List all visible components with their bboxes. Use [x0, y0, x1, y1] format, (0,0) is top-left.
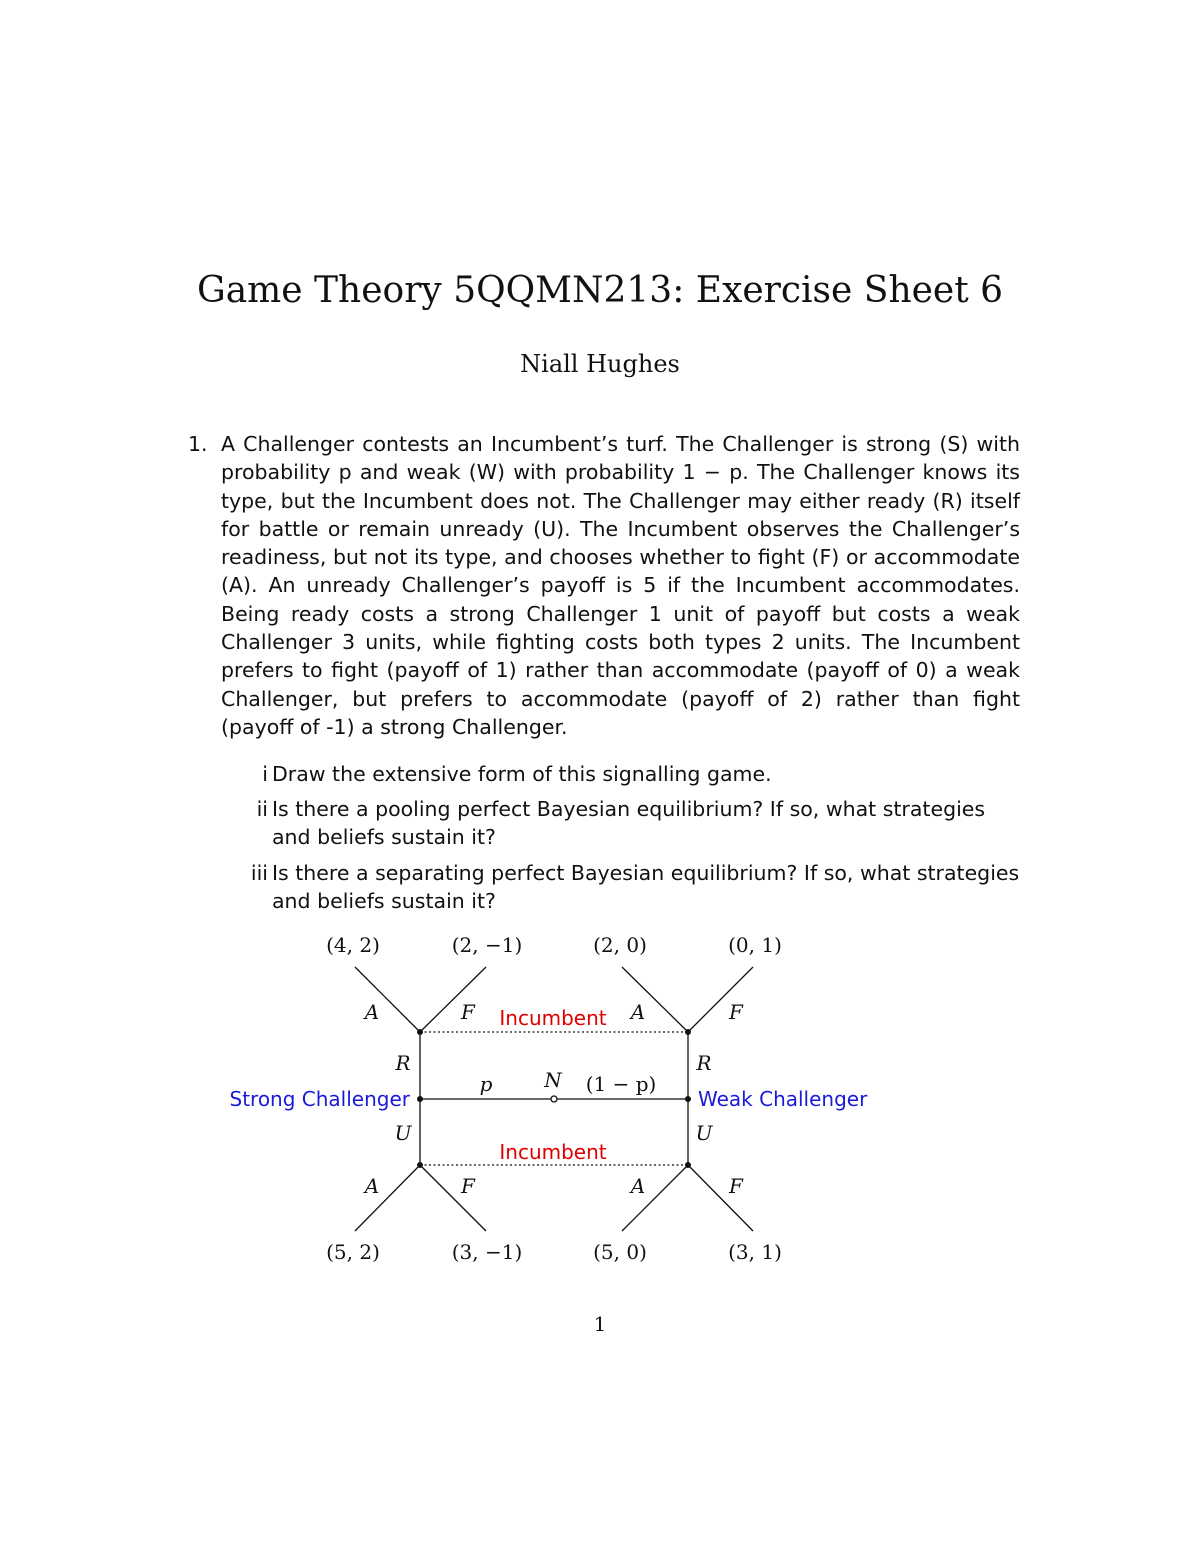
action-label-U: U — [695, 1121, 713, 1145]
page-number: 1 — [593, 1312, 607, 1336]
strong-challenger-label: Strong Challenger — [229, 1087, 410, 1111]
node-incumbent-bottom-right — [685, 1162, 691, 1168]
subquestion-label: ii — [256, 797, 268, 821]
action-label-A: A — [364, 1000, 380, 1024]
edge-bottom-left-F — [420, 1165, 486, 1231]
action-label-U: U — [394, 1121, 412, 1145]
action-label-R: R — [395, 1051, 411, 1075]
payoff-bottom-4: (3, 1) — [728, 1240, 782, 1264]
incumbent-label-top: Incumbent — [499, 1006, 607, 1030]
edge-top-right-F — [688, 967, 753, 1032]
prob-weak: (1 − p) — [585, 1072, 657, 1096]
author: Niall Hughes — [520, 350, 680, 378]
payoff-bottom-2: (3, −1) — [451, 1240, 523, 1264]
payoff-bottom-3: (5, 0) — [593, 1240, 647, 1264]
prob-strong: p — [479, 1072, 493, 1096]
node-incumbent-bottom-left — [417, 1162, 423, 1168]
node-incumbent-top-left — [417, 1029, 423, 1035]
action-label-F: F — [729, 1174, 743, 1198]
payoff-top-4: (0, 1) — [728, 933, 782, 957]
edge-top-left-F — [420, 967, 486, 1032]
payoff-top-2: (2, −1) — [451, 933, 523, 957]
subquestion-label: iii — [250, 861, 268, 885]
action-label-F: F — [461, 1174, 475, 1198]
page-title: Game Theory 5QQMN213: Exercise Sheet 6 — [196, 270, 1004, 311]
action-label-F: F — [461, 1000, 475, 1024]
incumbent-label-bottom: Incumbent — [499, 1140, 607, 1164]
subquestion-text: Is there a pooling perfect Bayesian equilibrium? If so, what strategies and beliefs sustain it? — [272, 797, 986, 850]
subquestion-label: i — [262, 762, 268, 786]
node-nature — [551, 1096, 557, 1102]
problem-number: 1. — [188, 432, 208, 456]
payoff-top-1: (4, 2) — [326, 933, 380, 957]
node-weak-challenger — [685, 1096, 691, 1102]
action-label-A: A — [364, 1174, 380, 1198]
payoff-bottom-1: (5, 2) — [326, 1240, 380, 1264]
nature-label: N — [544, 1068, 562, 1092]
subquestion-text: Is there a separating perfect Bayesian equilibrium? If so, what strategies and beliefs sustain it? — [272, 861, 1020, 914]
action-label-F: F — [729, 1000, 743, 1024]
edge-bottom-right-F — [688, 1165, 753, 1231]
action-label-R: R — [696, 1051, 712, 1075]
payoff-top-3: (2, 0) — [593, 933, 647, 957]
node-strong-challenger — [417, 1096, 423, 1102]
problem-text: A Challenger contests an Incumbent’s turf. The Challenger is strong (S) with probability p and weak (W) with probability 1 − p. The Challenger knows its type, but the Incumbent does not. The Challenger may either ready (R) itself for battle or remain unready (U). The Incumbent observes the Challenger’s readiness, but not its type, and chooses whether to fight (F) or accommodate (A). An unready Challenger’s payoff is 5 if the Incumbent accommodates. Being ready costs a strong Challenger 1 unit of payoff but costs a weak Challenger 3 units, while fighting costs both types 2 units. The Incumbent prefers to fight (payoff of 1) rather than accommodate (payoff of 0) a weak Challenger, but prefers to accommodate (payoff of 2) rather than fight (payoff of -1) a strong Challenger. — [221, 432, 1020, 739]
action-label-A: A — [630, 1174, 646, 1198]
subquestion-text: Draw the extensive form of this signalling game. — [272, 762, 772, 786]
action-label-A: A — [630, 1000, 646, 1024]
node-incumbent-top-right — [685, 1029, 691, 1035]
weak-challenger-label: Weak Challenger — [698, 1087, 868, 1111]
